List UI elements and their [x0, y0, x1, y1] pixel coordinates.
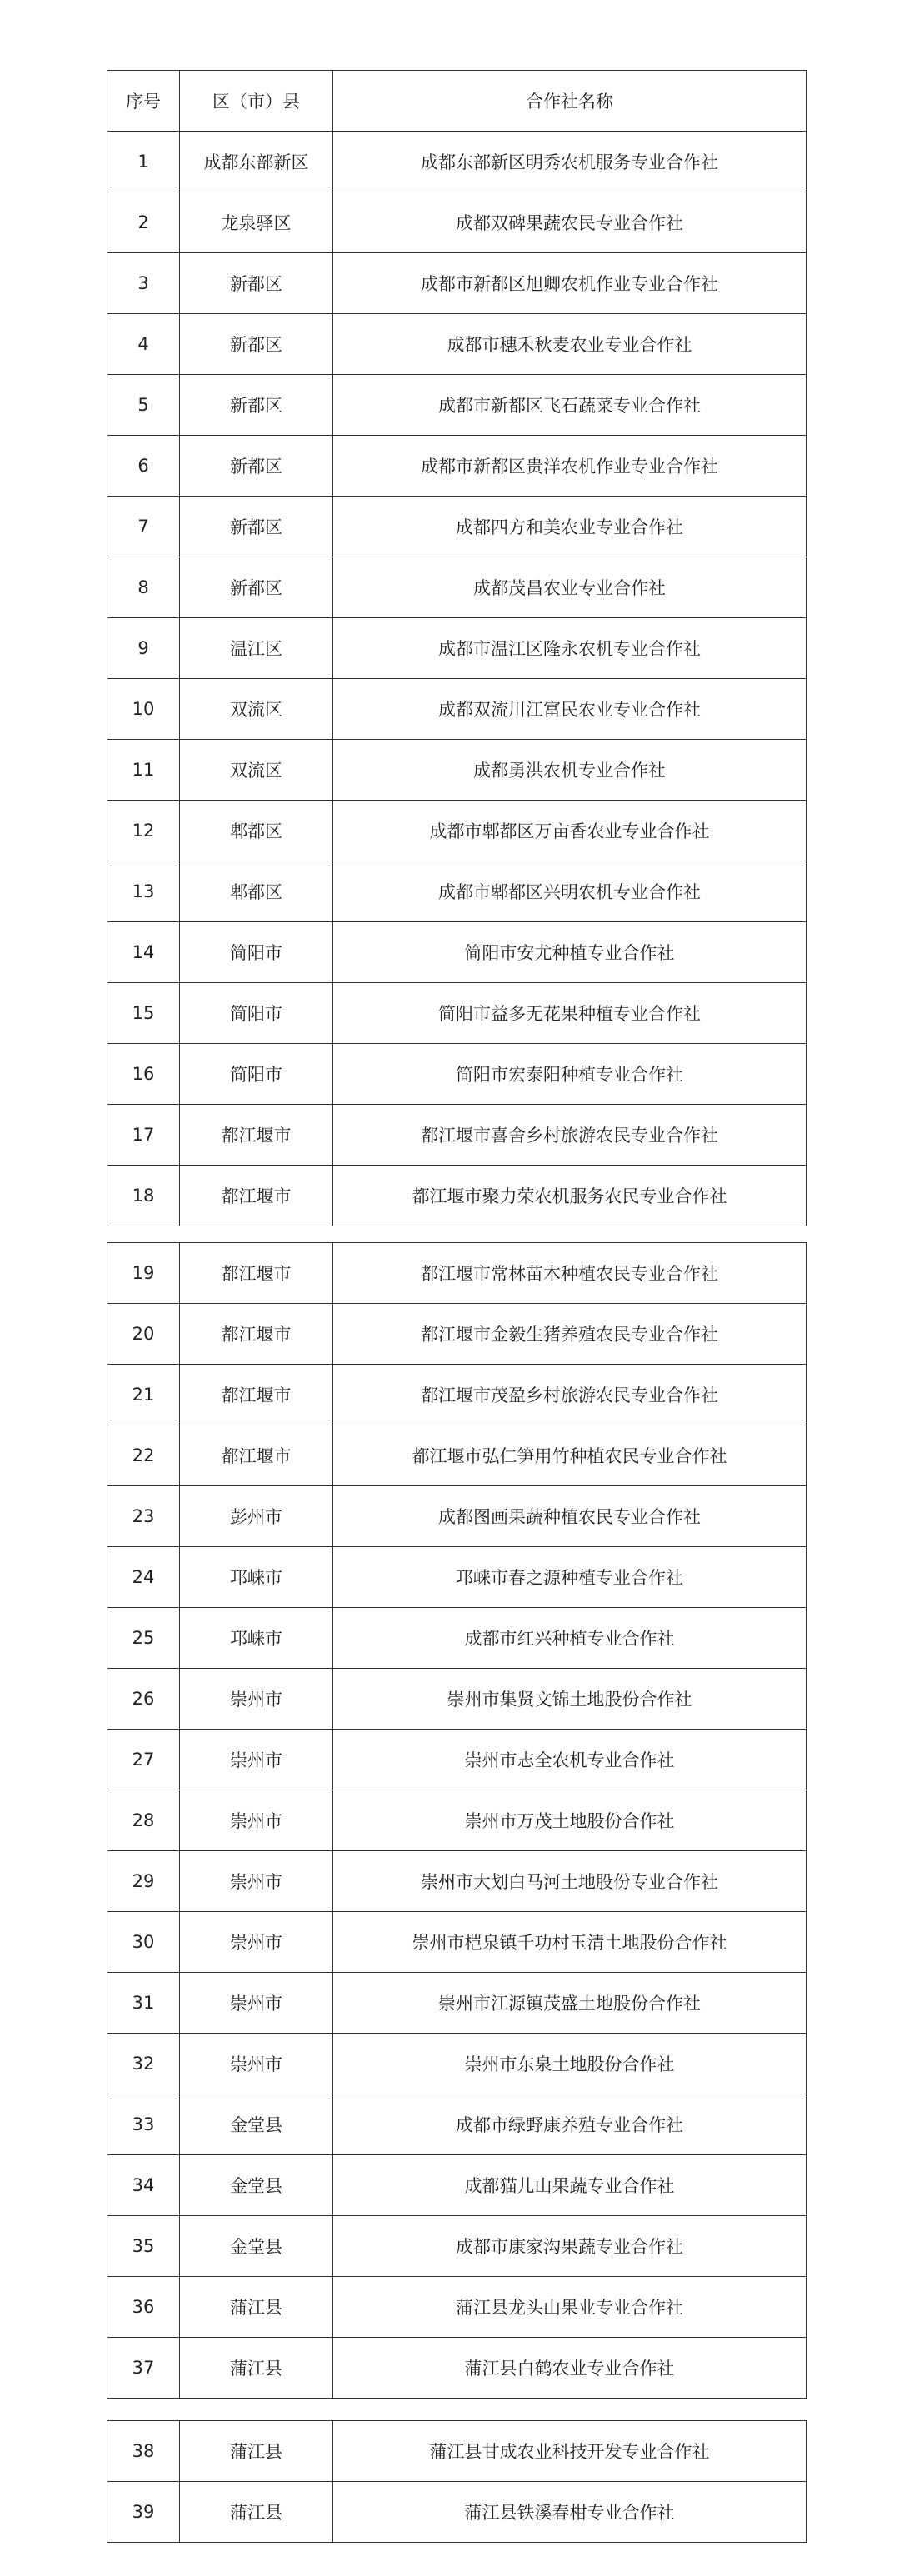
row-serial-number: 37 — [108, 2338, 180, 2399]
row-serial-number: 16 — [108, 1044, 180, 1105]
row-serial-number: 38 — [108, 2421, 180, 2482]
row-cooperative-name: 都江堰市聚力荣农机服务农民专业合作社 — [333, 1166, 807, 1226]
row-cooperative-name: 成都东部新区明秀农机服务专业合作社 — [333, 132, 807, 192]
row-district: 崇州市 — [180, 1730, 333, 1790]
row-serial-number: 8 — [108, 557, 180, 618]
row-serial-number: 33 — [108, 2094, 180, 2155]
row-district: 都江堰市 — [180, 1105, 333, 1166]
row-district: 都江堰市 — [180, 1304, 333, 1365]
table-row — [108, 1304, 807, 1365]
row-district: 新都区 — [180, 436, 333, 497]
row-cooperative-name: 成都市温江区隆永农机专业合作社 — [333, 618, 807, 679]
table-row — [108, 740, 807, 801]
row-serial-number: 30 — [108, 1912, 180, 1973]
table-row — [108, 1973, 807, 2034]
row-serial-number: 19 — [108, 1243, 180, 1304]
table-row — [108, 2421, 807, 2482]
table-row — [108, 2482, 807, 2543]
row-serial-number: 3 — [108, 253, 180, 314]
table-row — [108, 314, 807, 375]
row-cooperative-name: 成都市新都区旭卿农机作业专业合作社 — [333, 253, 807, 314]
table-row — [108, 436, 807, 497]
table-row — [108, 618, 807, 679]
row-serial-number: 32 — [108, 2034, 180, 2094]
row-cooperative-name: 邛崃市春之源种植专业合作社 — [333, 1547, 807, 1608]
row-cooperative-name: 成都市穗禾秋麦农业专业合作社 — [333, 314, 807, 375]
row-cooperative-name: 成都勇洪农机专业合作社 — [333, 740, 807, 801]
row-serial-number: 2 — [108, 192, 180, 253]
table-row — [108, 1547, 807, 1608]
row-cooperative-name: 都江堰市金毅生猪养殖农民专业合作社 — [333, 1304, 807, 1365]
row-serial-number: 10 — [108, 679, 180, 740]
row-cooperative-name: 成都市红兴种植专业合作社 — [333, 1608, 807, 1669]
row-cooperative-name: 成都茂昌农业专业合作社 — [333, 557, 807, 618]
row-district: 崇州市 — [180, 1790, 333, 1851]
row-serial-number: 9 — [108, 618, 180, 679]
table-row — [108, 192, 807, 253]
row-district: 崇州市 — [180, 1973, 333, 2034]
table-row — [108, 1669, 807, 1730]
row-serial-number: 22 — [108, 1425, 180, 1486]
row-cooperative-name: 蒲江县白鹤农业专业合作社 — [333, 2338, 807, 2399]
cooperative-table — [107, 70, 807, 1226]
row-cooperative-name: 成都双碑果蔬农民专业合作社 — [333, 192, 807, 253]
table-row — [108, 2216, 807, 2277]
row-serial-number: 28 — [108, 1790, 180, 1851]
table-row — [108, 1425, 807, 1486]
row-district: 邛崃市 — [180, 1547, 333, 1608]
row-serial-number: 39 — [108, 2482, 180, 2543]
row-district: 彭州市 — [180, 1486, 333, 1547]
table-row — [108, 2338, 807, 2399]
row-district: 蒲江县 — [180, 2482, 333, 2543]
table-row — [108, 1851, 807, 1912]
row-district: 崇州市 — [180, 1669, 333, 1730]
row-serial-number: 6 — [108, 436, 180, 497]
row-serial-number: 5 — [108, 375, 180, 436]
header-district: 区（市）县 — [180, 71, 333, 132]
row-district: 蒲江县 — [180, 2421, 333, 2482]
table-row — [108, 132, 807, 192]
table-row — [108, 1486, 807, 1547]
row-district: 邛崃市 — [180, 1608, 333, 1669]
row-district: 新都区 — [180, 375, 333, 436]
row-serial-number: 25 — [108, 1608, 180, 1669]
row-serial-number: 23 — [108, 1486, 180, 1547]
row-district: 新都区 — [180, 557, 333, 618]
table-row — [108, 253, 807, 314]
table-row — [108, 1365, 807, 1425]
row-cooperative-name: 蒲江县龙头山果业专业合作社 — [333, 2277, 807, 2338]
table-row — [108, 801, 807, 861]
row-district: 简阳市 — [180, 1044, 333, 1105]
table-row — [108, 497, 807, 557]
row-cooperative-name: 成都市新都区飞石蔬菜专业合作社 — [333, 375, 807, 436]
row-cooperative-name: 简阳市宏泰阳种植专业合作社 — [333, 1044, 807, 1105]
row-serial-number: 18 — [108, 1166, 180, 1226]
row-serial-number: 34 — [108, 2155, 180, 2216]
row-cooperative-name: 成都市郫都区万亩香农业专业合作社 — [333, 801, 807, 861]
table-row — [108, 2034, 807, 2094]
row-serial-number: 7 — [108, 497, 180, 557]
row-cooperative-name: 成都市绿野康养殖专业合作社 — [333, 2094, 807, 2155]
row-district: 都江堰市 — [180, 1166, 333, 1226]
table-row — [108, 2277, 807, 2338]
cooperative-table-continued-2 — [107, 2420, 807, 2543]
row-serial-number: 35 — [108, 2216, 180, 2277]
row-serial-number: 13 — [108, 861, 180, 922]
table-row — [108, 2094, 807, 2155]
row-district: 都江堰市 — [180, 1365, 333, 1425]
row-serial-number: 14 — [108, 922, 180, 983]
table-header-row — [108, 71, 807, 132]
row-district: 新都区 — [180, 497, 333, 557]
row-serial-number: 24 — [108, 1547, 180, 1608]
row-district: 简阳市 — [180, 922, 333, 983]
table-row — [108, 1166, 807, 1226]
row-cooperative-name: 都江堰市茂盈乡村旅游农民专业合作社 — [333, 1365, 807, 1425]
table-row — [108, 1730, 807, 1790]
row-district: 崇州市 — [180, 2034, 333, 2094]
row-serial-number: 26 — [108, 1669, 180, 1730]
table-row — [108, 1044, 807, 1105]
table-row — [108, 557, 807, 618]
row-cooperative-name: 崇州市万茂土地股份合作社 — [333, 1790, 807, 1851]
row-district: 蒲江县 — [180, 2338, 333, 2399]
row-district: 温江区 — [180, 618, 333, 679]
row-serial-number: 27 — [108, 1730, 180, 1790]
table-row — [108, 2155, 807, 2216]
row-cooperative-name: 蒲江县甘成农业科技开发专业合作社 — [333, 2421, 807, 2482]
table-row — [108, 375, 807, 436]
row-serial-number: 15 — [108, 983, 180, 1044]
row-district: 都江堰市 — [180, 1243, 333, 1304]
cooperative-table-continued — [107, 1242, 807, 2399]
row-district: 金堂县 — [180, 2216, 333, 2277]
table-row — [108, 1105, 807, 1166]
row-cooperative-name: 成都双流川江富民农业专业合作社 — [333, 679, 807, 740]
row-cooperative-name: 崇州市桤泉镇千功村玉清土地股份合作社 — [333, 1912, 807, 1973]
table-row — [108, 679, 807, 740]
row-serial-number: 4 — [108, 314, 180, 375]
row-serial-number: 17 — [108, 1105, 180, 1166]
row-cooperative-name: 成都市新都区贵洋农机作业专业合作社 — [333, 436, 807, 497]
table-row — [108, 1608, 807, 1669]
table-row — [108, 1243, 807, 1304]
row-cooperative-name: 都江堰市弘仁笋用竹种植农民专业合作社 — [333, 1425, 807, 1486]
row-district: 郫都区 — [180, 801, 333, 861]
row-serial-number: 20 — [108, 1304, 180, 1365]
row-cooperative-name: 成都图画果蔬种植农民专业合作社 — [333, 1486, 807, 1547]
row-district: 崇州市 — [180, 1851, 333, 1912]
row-cooperative-name: 都江堰市常林苗木种植农民专业合作社 — [333, 1243, 807, 1304]
row-cooperative-name: 崇州市志全农机专业合作社 — [333, 1730, 807, 1790]
table-segment-1 — [107, 70, 806, 1226]
row-cooperative-name: 成都四方和美农业专业合作社 — [333, 497, 807, 557]
row-cooperative-name: 崇州市江源镇茂盛土地股份合作社 — [333, 1973, 807, 2034]
header-serial-number: 序号 — [108, 71, 180, 132]
row-serial-number: 1 — [108, 132, 180, 192]
row-district: 双流区 — [180, 679, 333, 740]
row-serial-number: 11 — [108, 740, 180, 801]
row-cooperative-name: 成都猫儿山果蔬专业合作社 — [333, 2155, 807, 2216]
row-cooperative-name: 成都市郫都区兴明农机专业合作社 — [333, 861, 807, 922]
header-cooperative-name: 合作社名称 — [333, 71, 807, 132]
row-cooperative-name: 崇州市集贤文锦土地股份合作社 — [333, 1669, 807, 1730]
row-serial-number: 31 — [108, 1973, 180, 2034]
row-serial-number: 36 — [108, 2277, 180, 2338]
table-segment-3 — [107, 2420, 806, 2543]
row-district: 龙泉驿区 — [180, 192, 333, 253]
table-row — [108, 861, 807, 922]
row-district: 郫都区 — [180, 861, 333, 922]
table-segment-2 — [107, 1242, 806, 2399]
row-cooperative-name: 成都市康家沟果蔬专业合作社 — [333, 2216, 807, 2277]
table-row — [108, 983, 807, 1044]
row-district: 简阳市 — [180, 983, 333, 1044]
row-district: 双流区 — [180, 740, 333, 801]
row-serial-number: 21 — [108, 1365, 180, 1425]
row-district: 新都区 — [180, 314, 333, 375]
row-district: 崇州市 — [180, 1912, 333, 1973]
row-cooperative-name: 蒲江县铁溪春柑专业合作社 — [333, 2482, 807, 2543]
row-district: 金堂县 — [180, 2094, 333, 2155]
row-district: 新都区 — [180, 253, 333, 314]
row-district: 都江堰市 — [180, 1425, 333, 1486]
row-cooperative-name: 崇州市东泉土地股份合作社 — [333, 2034, 807, 2094]
table-row — [108, 1790, 807, 1851]
row-serial-number: 12 — [108, 801, 180, 861]
table-row — [108, 1912, 807, 1973]
row-district: 蒲江县 — [180, 2277, 333, 2338]
table-row — [108, 922, 807, 983]
row-cooperative-name: 都江堰市喜舍乡村旅游农民专业合作社 — [333, 1105, 807, 1166]
row-serial-number: 29 — [108, 1851, 180, 1912]
row-cooperative-name: 简阳市益多无花果种植专业合作社 — [333, 983, 807, 1044]
row-district: 金堂县 — [180, 2155, 333, 2216]
row-cooperative-name: 崇州市大划白马河土地股份专业合作社 — [333, 1851, 807, 1912]
row-cooperative-name: 简阳市安尤种植专业合作社 — [333, 922, 807, 983]
row-district: 成都东部新区 — [180, 132, 333, 192]
